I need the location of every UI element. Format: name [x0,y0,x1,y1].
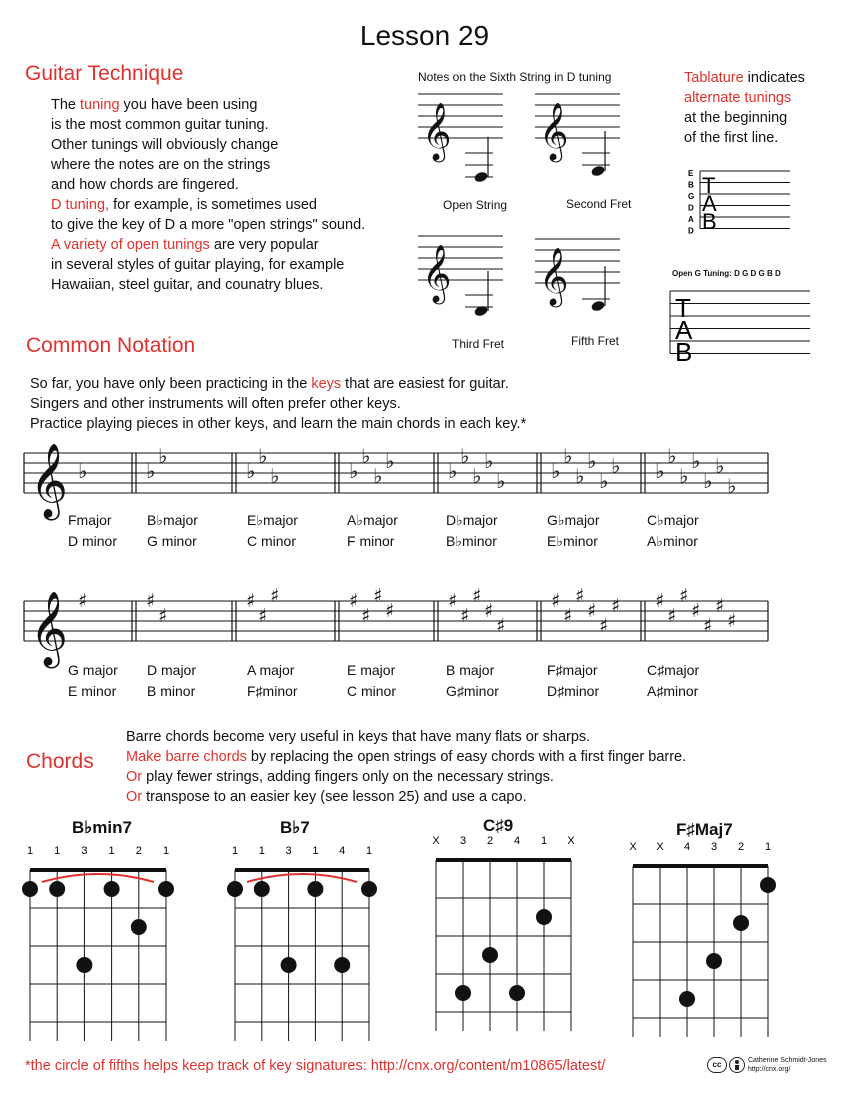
major-key-label: C♯major [647,662,700,678]
minor-key-label: C minor [247,533,297,549]
finger-number: 3 [710,841,718,853]
treble-clef-icon: 𝄞 [422,243,452,302]
sharp-sign-icon: ♯ [496,615,506,637]
tab-string-letter: G [688,192,695,201]
flat-sign-icon: ♭ [611,454,621,478]
sharp-sign-icon: ♯ [270,585,280,607]
minor-key-label: E♭minor [547,533,598,549]
body-text: where the notes are on the strings [51,157,271,173]
tab-letter: T [702,173,716,198]
tab-letter: B [675,337,693,367]
tab-string-letter: D [688,203,694,213]
minor-key-label: A♯minor [647,683,699,699]
minor-key-label: B♭minor [446,533,497,549]
flat-sign-icon: ♭ [270,464,280,488]
tab-letter: T [675,293,691,323]
tab-string-letter: E [688,169,694,178]
label-open-string: Open String [443,198,508,212]
body-text: that are easiest for guitar. [341,376,509,392]
highlight-text: Make barre chords [126,749,247,765]
flat-sign-icon: ♭ [703,469,713,493]
body-text: for example, is sometimes used [109,197,317,213]
technique-heading: Guitar Technique [25,62,184,85]
tab-string-letter: D [688,226,694,236]
treble-clef-icon: 𝄞 [539,246,569,305]
finger-dot [455,985,471,1001]
tab-letter: A [702,191,717,216]
finger-number: 3 [285,845,292,857]
finger-dot [254,881,270,897]
highlight-text: tuning [80,97,120,113]
minor-key-label: G minor [147,533,197,549]
sharp-sign-icon: ♯ [551,590,561,612]
major-key-label: F♯major [547,662,598,678]
sharp-sign-icon: ♯ [373,585,383,607]
chord-name: C♯9 [483,816,514,835]
chord-name: F♯Maj7 [676,820,733,839]
highlight-text: Or [126,789,143,805]
body-text: indicates [743,70,805,86]
minor-key-label: F♯minor [247,683,298,699]
body-text: The [51,97,81,113]
highlight-text: D tuning, [51,197,110,213]
major-key-label: B♭major [147,512,198,528]
finger-dot [733,915,749,931]
barre-arc [42,874,154,882]
flat-sign-icon: ♭ [361,444,371,468]
flat-sign-icon: ♭ [551,459,561,483]
body-text: to give the key of D a more "open strings" sound. [51,217,366,233]
finger-number: 1 [764,841,772,853]
sharp-sign-icon: ♯ [715,595,725,617]
body-text: play fewer strings, adding fingers only on the necessary strings. [142,769,554,785]
sharp-sign-icon: ♯ [655,590,665,612]
body-text: Barre chords become very useful in keys that have many flats or sharps. [126,729,591,745]
body-text: are very popular [209,237,319,253]
major-key-label: A♭major [347,512,398,528]
finger-number: 2 [486,835,494,847]
sharp-sign-icon: ♯ [703,615,713,637]
highlight-text: Tablature [684,70,744,86]
finger-number: 1 [26,845,34,857]
sharp-sign-icon: ♯ [484,600,494,622]
major-key-label: E♭major [247,512,298,528]
tab-string-letter: A [688,215,694,224]
finger-dot [307,881,323,897]
highlight-text: alternate tunings [684,90,792,106]
finger-dot [536,909,552,925]
finger-dot [104,881,120,897]
finger-dot [361,881,377,897]
cc-badge-icon: cc [707,1057,727,1073]
body-text: at the beginning [684,110,788,126]
highlight-text: Or [126,769,143,785]
major-key-label: Fmajor [68,512,112,528]
finger-number: X [656,841,664,853]
finger-number: 2 [135,845,142,857]
flat-sign-icon: ♭ [78,459,88,483]
finger-dot [76,957,92,973]
label-third-fret: Third Fret [452,337,505,351]
major-key-label: G major [68,662,118,678]
body-text: Other tunings will obviously change [51,137,279,153]
sharp-sign-icon: ♯ [385,600,395,622]
finger-dot [227,881,243,897]
sharp-sign-icon: ♯ [78,590,88,612]
flat-sign-icon: ♭ [575,464,585,488]
sharp-sign-icon: ♯ [146,590,156,612]
label-second-fret: Second Fret [566,197,632,211]
finger-dot [281,957,297,973]
chords-heading: Chords [26,750,94,773]
major-key-label: C♭major [647,512,699,528]
flat-sign-icon: ♭ [484,449,494,473]
minor-key-label: F minor [347,533,395,549]
sharp-sign-icon: ♯ [361,605,371,627]
finger-dot [706,953,722,969]
flat-sign-icon: ♭ [727,474,737,498]
major-key-label: B major [446,662,495,678]
body-text: transpose to an easier key (see lesson 25) and use a capo. [142,789,527,805]
sharp-sign-icon: ♯ [448,590,458,612]
body-text: is the most common guitar tuning. [51,117,269,133]
flat-sign-icon: ♭ [385,449,395,473]
finger-number: 1 [258,845,265,857]
flat-sign-icon: ♭ [667,444,677,468]
minor-key-label: E minor [68,683,117,699]
page-title: Lesson 29 [359,20,490,51]
body-text: you have been using [119,97,258,113]
sharp-sign-icon: ♯ [599,615,609,637]
barre-arc [247,874,357,882]
finger-dot [131,919,147,935]
minor-key-label: B minor [147,683,196,699]
flat-sign-icon: ♭ [373,464,383,488]
body-text: Practice playing pieces in other keys, and learn the main chords in each key.* [30,416,527,432]
sharp-sign-icon: ♯ [587,600,597,622]
finger-number: 3 [459,835,467,847]
body-text: and how chords are fingered. [51,177,239,193]
sharp-sign-icon: ♯ [460,605,470,627]
major-key-label: D major [147,662,197,678]
highlight-text: keys [311,376,342,392]
author-name: Catherine Schmidt-Jones [748,1057,827,1064]
sharp-sign-icon: ♯ [611,595,621,617]
finger-number: 1 [162,845,170,857]
finger-number: 4 [339,845,346,857]
finger-dot [679,991,695,1007]
flat-sign-icon: ♭ [679,464,689,488]
body-text: Hawaiian, steel guitar, and counatry blues. [51,277,324,293]
finger-number: X [432,835,440,847]
finger-number: 2 [737,841,745,853]
body-text: in several styles of guitar playing, for example [51,257,345,273]
finger-number: 1 [108,845,115,857]
sharp-sign-icon: ♯ [258,605,268,627]
tab-letter: B [702,209,717,234]
tab-letter: A [675,315,693,345]
finger-number: 1 [231,845,239,857]
flat-sign-icon: ♭ [496,469,506,493]
footnote: *the circle of fifths helps keep track of key signatures: http://cnx.org/content/m10865/latest/ [25,1058,606,1074]
body-text: So far, you have only been practicing in the [30,376,312,392]
body-text: of the first line. [684,130,779,146]
flat-sign-icon: ♭ [587,449,597,473]
finger-number: X [567,835,575,847]
sixth-string-caption: Notes on the Sixth String in D tuning [418,70,612,84]
chord-name: B♭7 [280,818,310,837]
sharp-sign-icon: ♯ [472,585,482,607]
flat-sign-icon: ♭ [460,444,470,468]
flat-sign-icon: ♭ [691,449,701,473]
open-g-label: Open G Tuning: D G D G B D [672,269,781,278]
finger-number: 1 [312,845,319,857]
finger-number: 4 [683,841,691,853]
label-fifth-fret: Fifth Fret [571,334,620,348]
finger-dot [49,881,65,897]
flat-sign-icon: ♭ [655,459,665,483]
major-key-label: E major [347,662,396,678]
flat-sign-icon: ♭ [599,469,609,493]
author-site: http://cnx.org/ [748,1066,791,1073]
minor-key-label: A♭minor [647,533,698,549]
tab-string-letter: B [688,180,694,190]
sharp-sign-icon: ♯ [691,600,701,622]
flat-sign-icon: ♭ [146,459,156,483]
major-key-label: G♭major [547,512,600,528]
minor-key-label: C minor [347,683,397,699]
finger-number: 1 [540,835,548,847]
finger-dot [509,985,525,1001]
sharp-sign-icon: ♯ [727,610,737,632]
sharp-sign-icon: ♯ [575,585,585,607]
note-head [473,171,488,184]
treble-clef-icon: 𝄞 [30,592,68,666]
flat-sign-icon: ♭ [349,459,359,483]
treble-clef-icon: 𝄞 [30,444,68,518]
finger-dot [158,881,174,897]
finger-dot [760,877,776,893]
major-key-label: D♭major [446,512,498,528]
notation-heading: Common Notation [26,334,196,357]
flat-sign-icon: ♭ [158,444,168,468]
sharp-sign-icon: ♯ [563,605,573,627]
finger-number: 1 [54,845,61,857]
sharp-sign-icon: ♯ [246,590,256,612]
treble-clef-icon: 𝄞 [539,101,569,160]
flat-sign-icon: ♭ [563,444,573,468]
finger-dot [482,947,498,963]
minor-key-label: G♯minor [446,683,499,699]
flat-sign-icon: ♭ [246,459,256,483]
treble-clef-icon: 𝄞 [422,101,452,160]
major-key-label: A major [247,662,295,678]
note-head [590,165,605,178]
highlight-text: A variety of open tunings [51,237,210,253]
finger-number: 1 [365,845,373,857]
flat-sign-icon: ♭ [472,464,482,488]
sharp-sign-icon: ♯ [349,590,359,612]
sharp-sign-icon: ♯ [679,585,689,607]
note-head [590,300,605,313]
finger-number: X [629,841,637,853]
flat-sign-icon: ♭ [448,459,458,483]
finger-dot [334,957,350,973]
sharp-sign-icon: ♯ [158,605,168,627]
flat-sign-icon: ♭ [715,454,725,478]
finger-number: 4 [513,835,521,847]
sharp-sign-icon: ♯ [667,605,677,627]
finger-dot [22,881,38,897]
finger-number: 3 [81,845,88,857]
flat-sign-icon: ♭ [258,444,268,468]
body-text: Singers and other instruments will often prefer other keys. [30,396,401,412]
chord-name: B♭min7 [72,818,132,837]
minor-key-label: D minor [68,533,118,549]
note-head [473,305,488,318]
body-text: by replacing the open strings of easy chords with a first finger barre. [246,749,687,765]
minor-key-label: D♯minor [547,683,600,699]
